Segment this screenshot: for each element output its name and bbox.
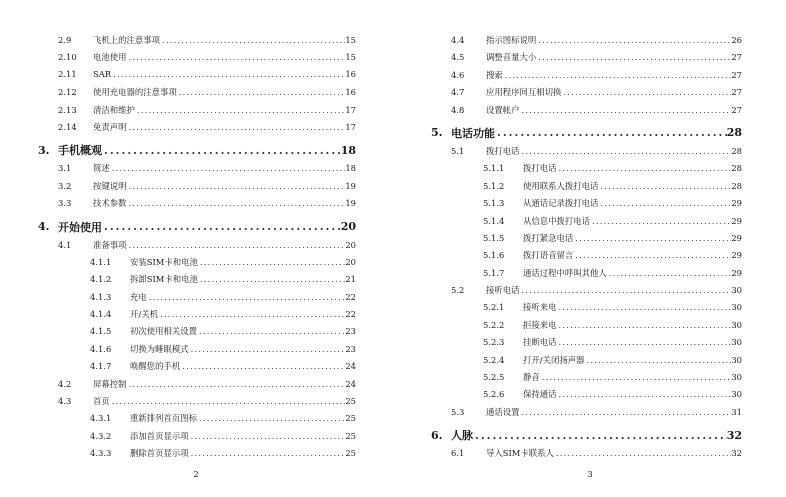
entry-title: 拒接来电 bbox=[523, 319, 557, 330]
dot-leader bbox=[177, 87, 346, 97]
toc-chapter[interactable] bbox=[431, 121, 742, 145]
dot-leader bbox=[598, 198, 731, 208]
toc-entry[interactable] bbox=[38, 430, 356, 447]
entry-title: 静音 bbox=[523, 372, 540, 383]
entry-number: 5.1.3 bbox=[483, 198, 505, 209]
entry-title: 搜索 bbox=[486, 69, 503, 80]
entry-title: 清洁和维护 bbox=[93, 104, 135, 115]
entry-page: 29 bbox=[731, 250, 742, 261]
dot-leader bbox=[598, 181, 731, 191]
dot-leader bbox=[536, 35, 731, 45]
entry-number: 5.1.5 bbox=[483, 232, 505, 243]
entry-number: 5.1.4 bbox=[483, 215, 505, 226]
dot-leader bbox=[473, 429, 727, 442]
entry-number: 5.3 bbox=[451, 406, 465, 417]
dot-leader bbox=[160, 35, 345, 45]
entry-page: 30 bbox=[731, 337, 742, 348]
entry-page: 17 bbox=[345, 104, 356, 115]
entry-page: 30 bbox=[731, 302, 742, 313]
toc-entry[interactable] bbox=[431, 406, 742, 423]
toc-entry[interactable] bbox=[38, 256, 356, 273]
right-page bbox=[393, 0, 786, 497]
entry-page: 20 bbox=[345, 239, 356, 250]
entry-page: 19 bbox=[345, 180, 356, 191]
entry-page: 24 bbox=[345, 378, 356, 389]
entry-title: 电池使用 bbox=[93, 52, 127, 63]
entry-number: 4.3.3 bbox=[90, 448, 112, 459]
toc-entry[interactable] bbox=[38, 325, 356, 342]
entry-title: 拨打语音留言 bbox=[523, 250, 574, 261]
dot-leader bbox=[135, 105, 345, 115]
entry-page: 15 bbox=[345, 52, 356, 63]
entry-title: 从通话记录拨打电话 bbox=[523, 198, 599, 209]
entry-number: 4.1.5 bbox=[90, 326, 112, 337]
entry-title: 重新排列首页图标 bbox=[130, 413, 197, 424]
dot-leader bbox=[198, 274, 345, 284]
dot-leader bbox=[127, 181, 346, 191]
toc-entry[interactable] bbox=[431, 162, 742, 179]
entry-number: 5.2.1 bbox=[483, 302, 505, 313]
entry-page: 27 bbox=[731, 87, 742, 98]
toc-entry[interactable] bbox=[38, 308, 356, 325]
entry-page: 25 bbox=[345, 448, 356, 459]
chapter-title: 电话功能 bbox=[451, 126, 495, 140]
entry-number: 2.10 bbox=[58, 52, 77, 63]
entry-title: 设置帐户 bbox=[486, 104, 520, 115]
dot-leader bbox=[520, 105, 732, 115]
entry-title: 保持通话 bbox=[523, 389, 557, 400]
toc-entry[interactable] bbox=[431, 34, 742, 51]
entry-title: 拨打电话 bbox=[523, 163, 557, 174]
entry-page: 29 bbox=[731, 232, 742, 243]
entry-number: 5.2.2 bbox=[483, 319, 505, 330]
entry-number: 4.2 bbox=[58, 378, 72, 389]
toc-entry[interactable] bbox=[431, 232, 742, 249]
entry-page: 23 bbox=[345, 343, 356, 354]
entry-title: 导入SIM卡联系人 bbox=[486, 448, 554, 459]
entry-page: 25 bbox=[345, 413, 356, 424]
toc-entry[interactable] bbox=[431, 51, 742, 68]
entry-page: 29 bbox=[731, 267, 742, 278]
toc-entry[interactable] bbox=[38, 51, 356, 68]
entry-page: 24 bbox=[345, 361, 356, 372]
toc-entry[interactable] bbox=[38, 360, 356, 377]
entry-number: 4.3.1 bbox=[90, 413, 112, 424]
entry-number: 5.1 bbox=[451, 145, 465, 156]
dot-leader bbox=[127, 122, 346, 132]
entry-title: 使用充电器的注意事项 bbox=[93, 87, 177, 98]
entry-page: 25 bbox=[345, 430, 356, 441]
toc-list-left bbox=[38, 34, 356, 465]
entry-page: 22 bbox=[345, 291, 356, 302]
entry-title: 首页 bbox=[93, 396, 110, 407]
dot-leader bbox=[520, 407, 732, 417]
entry-title: 删除首页显示项 bbox=[130, 448, 189, 459]
entry-page: 28 bbox=[731, 163, 742, 174]
entry-number: 3.2 bbox=[58, 180, 72, 191]
toc-entry[interactable] bbox=[38, 273, 356, 290]
entry-title: 挂断电话 bbox=[523, 337, 557, 348]
entry-title: 充电 bbox=[130, 291, 147, 302]
toc-entry[interactable] bbox=[431, 197, 742, 214]
toc-entry[interactable] bbox=[38, 69, 356, 86]
entry-number: 4.7 bbox=[451, 87, 465, 98]
entry-title: 指示图标说明 bbox=[486, 35, 537, 45]
toc-entry[interactable] bbox=[431, 319, 742, 336]
toc-entry[interactable] bbox=[38, 86, 356, 103]
entry-number: 5.2.4 bbox=[483, 354, 505, 365]
dot-leader bbox=[561, 87, 731, 97]
entry-title: SAR bbox=[93, 68, 112, 79]
entry-title: 使用联系人拨打电话 bbox=[523, 180, 599, 191]
entry-title: 添加首页显示项 bbox=[130, 430, 189, 441]
dot-leader bbox=[557, 302, 732, 312]
entry-title: 简述 bbox=[93, 163, 110, 174]
entry-number: 4.1.6 bbox=[90, 343, 112, 354]
dot-leader bbox=[127, 52, 346, 62]
entry-page: 26 bbox=[731, 35, 742, 45]
dot-leader bbox=[180, 361, 345, 371]
entry-title: 初次使用相关设置 bbox=[130, 326, 197, 337]
chapter-number: 6. bbox=[431, 428, 443, 442]
entry-number: 4.6 bbox=[451, 69, 465, 80]
toc-entry[interactable] bbox=[431, 371, 742, 388]
dot-leader bbox=[127, 240, 346, 250]
entry-page: 29 bbox=[731, 215, 742, 226]
toc-entry[interactable] bbox=[38, 378, 356, 395]
entry-number: 4.1.7 bbox=[90, 361, 112, 372]
dot-leader bbox=[189, 448, 346, 458]
dot-leader bbox=[590, 216, 731, 226]
entry-page: 15 bbox=[345, 35, 356, 45]
dot-leader bbox=[147, 292, 346, 302]
entry-number: 5.1.7 bbox=[483, 267, 505, 278]
dot-leader bbox=[520, 146, 732, 156]
page-number-right: 3 bbox=[587, 469, 593, 479]
entry-page: 30 bbox=[731, 372, 742, 383]
chapter-number: 3. bbox=[38, 143, 50, 157]
entry-page: 18 bbox=[345, 163, 356, 174]
entry-number: 4.1.2 bbox=[90, 274, 112, 285]
dot-leader bbox=[110, 396, 346, 406]
toc-entry[interactable] bbox=[431, 86, 742, 103]
toc-chapter[interactable] bbox=[38, 138, 356, 162]
entry-page: 22 bbox=[345, 309, 356, 320]
dot-leader bbox=[189, 431, 346, 441]
toc-entry[interactable] bbox=[38, 121, 356, 138]
dot-leader bbox=[554, 448, 731, 458]
chapter-page: 28 bbox=[726, 126, 742, 140]
toc-entry[interactable] bbox=[431, 336, 742, 353]
entry-number: 4.3.2 bbox=[90, 430, 112, 441]
entry-page: 28 bbox=[731, 145, 742, 156]
toc-entry[interactable] bbox=[431, 249, 742, 266]
entry-number: 5.2.5 bbox=[483, 372, 505, 383]
entry-title: 免责声明 bbox=[93, 121, 127, 132]
toc-entry[interactable] bbox=[38, 412, 356, 429]
toc-entry[interactable] bbox=[431, 447, 742, 464]
toc-entry[interactable] bbox=[431, 145, 742, 162]
entry-page: 31 bbox=[731, 406, 742, 417]
entry-title: 通话设置 bbox=[486, 406, 520, 417]
toc-entry[interactable] bbox=[38, 104, 356, 121]
entry-number: 2.12 bbox=[58, 87, 77, 98]
entry-number: 4.1.1 bbox=[90, 256, 112, 267]
dot-leader bbox=[127, 379, 346, 389]
entry-title: 拆卸SIM卡和电池 bbox=[130, 274, 198, 285]
entry-number: 5.1.6 bbox=[483, 250, 505, 261]
dot-leader bbox=[503, 70, 732, 80]
entry-page: 16 bbox=[345, 68, 356, 79]
entry-number: 4.1 bbox=[58, 239, 72, 250]
entry-number: 4.3 bbox=[58, 396, 72, 407]
entry-number: 2.11 bbox=[58, 68, 77, 79]
entry-title: 技术参数 bbox=[93, 198, 127, 209]
toc-entry[interactable] bbox=[38, 343, 356, 360]
dot-leader bbox=[536, 52, 731, 62]
dot-leader bbox=[520, 285, 732, 295]
toc-entry[interactable] bbox=[38, 34, 356, 51]
entry-number: 2.14 bbox=[58, 121, 77, 132]
toc-entry[interactable] bbox=[431, 284, 742, 301]
entry-title: 打开/关闭扬声器 bbox=[523, 354, 585, 365]
entry-number: 4.5 bbox=[451, 52, 465, 63]
entry-page: 27 bbox=[731, 52, 742, 63]
entry-page: 25 bbox=[345, 396, 356, 407]
toc-entry[interactable] bbox=[38, 395, 356, 412]
entry-number: 5.2 bbox=[451, 285, 465, 296]
entry-number: 4.1.4 bbox=[90, 309, 112, 320]
dot-leader bbox=[111, 69, 345, 79]
dot-leader bbox=[110, 163, 346, 173]
dot-leader bbox=[102, 144, 341, 157]
entry-title: 通话过程中呼叫其他人 bbox=[523, 267, 607, 278]
entry-page: 27 bbox=[731, 104, 742, 115]
dot-leader bbox=[495, 126, 727, 139]
entry-title: 按键说明 bbox=[93, 180, 127, 191]
entry-number: 4.8 bbox=[451, 104, 465, 115]
toc-entry[interactable] bbox=[431, 267, 742, 284]
dot-leader bbox=[197, 326, 345, 336]
entry-number: 4.1.3 bbox=[90, 291, 112, 302]
entry-page: 30 bbox=[731, 285, 742, 296]
dot-leader bbox=[189, 344, 346, 354]
entry-number: 2.13 bbox=[58, 104, 77, 115]
chapter-title: 人脉 bbox=[451, 429, 473, 443]
chapter-number: 4. bbox=[38, 220, 50, 234]
dot-leader bbox=[197, 413, 345, 423]
entry-title: 拨打电话 bbox=[486, 145, 520, 156]
entry-title: 接听电话 bbox=[486, 285, 520, 296]
entry-page: 19 bbox=[345, 198, 356, 209]
toc-entry[interactable] bbox=[431, 69, 742, 86]
toc-entry[interactable] bbox=[431, 180, 742, 197]
entry-number: 3.1 bbox=[58, 163, 72, 174]
chapter-title: 开始使用 bbox=[58, 220, 102, 234]
entry-title: 准备事项 bbox=[93, 239, 127, 250]
entry-title: 飞机上的注意事项 bbox=[93, 35, 160, 45]
dot-leader bbox=[158, 309, 345, 319]
dot-leader bbox=[557, 337, 732, 347]
entry-number: 4.4 bbox=[451, 35, 465, 45]
entry-title: 拨打紧急电话 bbox=[523, 232, 574, 243]
toc-entry[interactable] bbox=[38, 291, 356, 308]
entry-page: 23 bbox=[345, 326, 356, 337]
entry-title: 安装SIM卡和电池 bbox=[130, 256, 198, 267]
entry-page: 21 bbox=[345, 274, 356, 285]
entry-page: 17 bbox=[345, 121, 356, 132]
entry-title: 唤醒您的手机 bbox=[130, 361, 181, 372]
dot-leader bbox=[127, 198, 346, 208]
entry-page: 28 bbox=[731, 180, 742, 191]
entry-title: 屏幕控制 bbox=[93, 378, 127, 389]
chapter-page: 20 bbox=[340, 220, 356, 234]
entry-number: 5.1.1 bbox=[483, 163, 505, 174]
entry-page: 30 bbox=[731, 389, 742, 400]
dot-leader bbox=[573, 250, 731, 260]
entry-page: 16 bbox=[345, 87, 356, 98]
entry-title: 应用程序间互相切换 bbox=[486, 87, 562, 98]
dot-leader bbox=[557, 320, 732, 330]
entry-title: 接听来电 bbox=[523, 302, 557, 313]
entry-number: 2.9 bbox=[58, 35, 72, 45]
entry-number: 3.3 bbox=[58, 198, 72, 209]
toc-chapter[interactable] bbox=[38, 215, 356, 239]
entry-page: 30 bbox=[731, 354, 742, 365]
entry-title: 开/关机 bbox=[130, 309, 158, 320]
entry-page: 27 bbox=[731, 69, 742, 80]
dot-leader bbox=[607, 268, 732, 278]
entry-number: 5.2.3 bbox=[483, 337, 505, 348]
toc-list-right bbox=[431, 34, 742, 465]
chapter-title: 手机概观 bbox=[58, 144, 102, 158]
toc-entry[interactable] bbox=[431, 388, 742, 405]
toc-entry[interactable] bbox=[38, 197, 356, 214]
entry-number: 5.2.6 bbox=[483, 389, 505, 400]
dot-leader bbox=[102, 220, 341, 233]
chapter-number: 5. bbox=[431, 126, 443, 140]
toc-entry[interactable] bbox=[38, 162, 356, 179]
entry-page: 20 bbox=[345, 256, 356, 267]
dot-leader bbox=[573, 233, 731, 243]
toc-entry[interactable] bbox=[431, 215, 742, 232]
entry-page: 30 bbox=[731, 319, 742, 330]
entry-title: 调整音量大小 bbox=[486, 52, 537, 63]
toc-entry[interactable] bbox=[431, 301, 742, 318]
toc-entry[interactable] bbox=[431, 354, 742, 371]
entry-number: 6.1 bbox=[451, 448, 465, 459]
page-number-left: 2 bbox=[193, 469, 199, 479]
toc-chapter[interactable] bbox=[431, 423, 742, 447]
dot-leader bbox=[584, 355, 731, 365]
entry-page: 32 bbox=[731, 448, 742, 459]
entry-page: 29 bbox=[731, 198, 742, 209]
dot-leader bbox=[540, 372, 732, 382]
toc-entry[interactable] bbox=[431, 104, 742, 121]
entry-title: 从信息中拨打电话 bbox=[523, 215, 590, 226]
dot-leader bbox=[198, 257, 345, 267]
entry-title: 切换为睡眠模式 bbox=[130, 343, 189, 354]
toc-entry[interactable] bbox=[38, 180, 356, 197]
toc-entry[interactable] bbox=[38, 239, 356, 256]
dot-leader bbox=[557, 163, 732, 173]
toc-entry[interactable] bbox=[38, 447, 356, 464]
dot-leader bbox=[557, 389, 732, 399]
chapter-page: 18 bbox=[340, 143, 356, 157]
entry-number: 5.1.2 bbox=[483, 180, 505, 191]
chapter-page: 32 bbox=[726, 428, 742, 442]
